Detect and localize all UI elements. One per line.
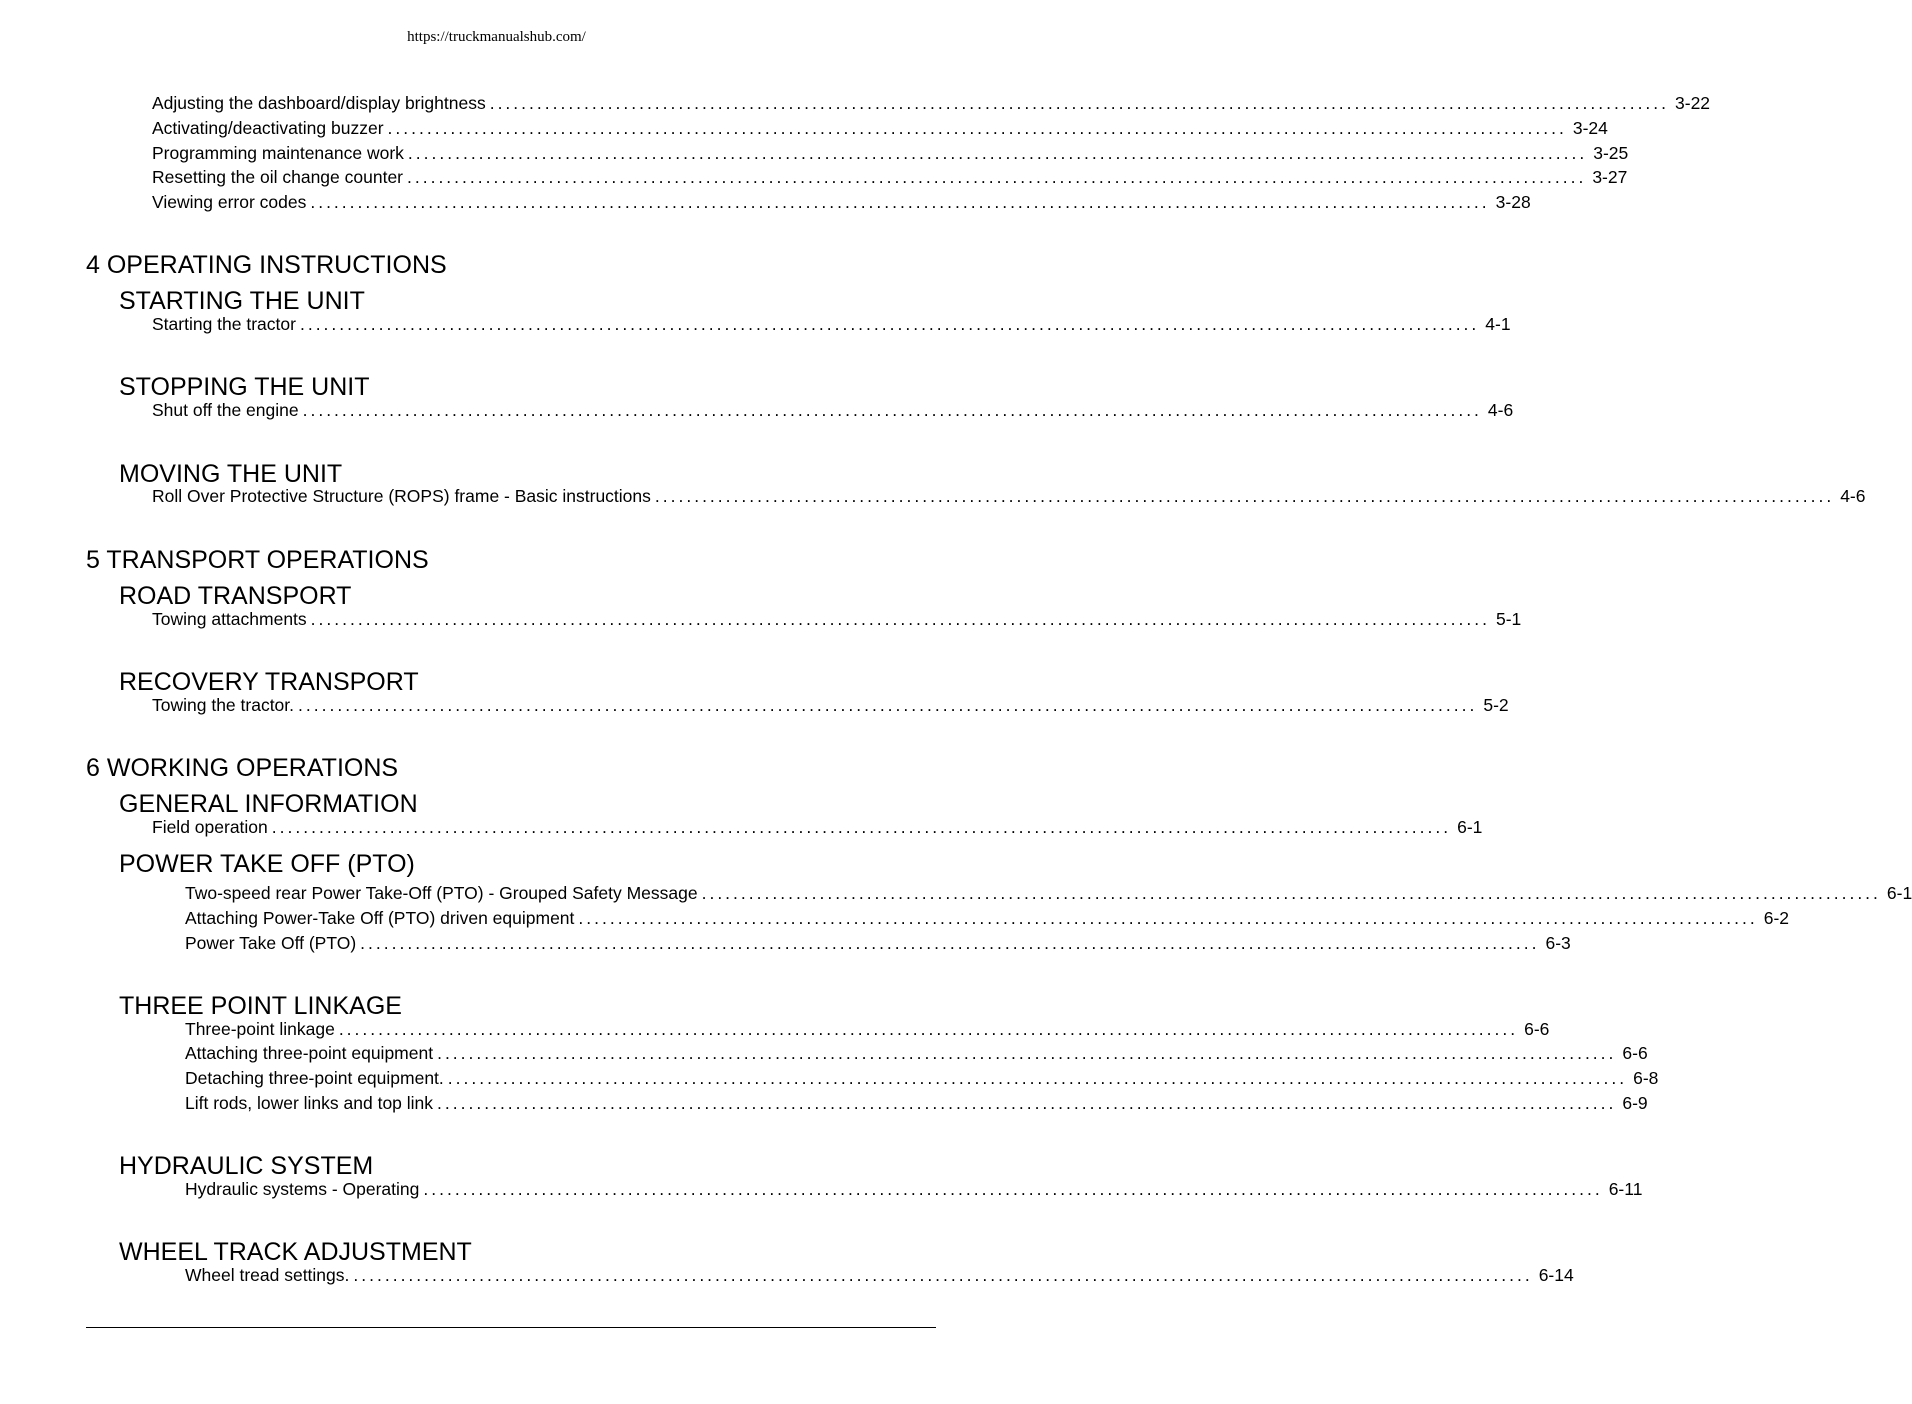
toc-leader-dots: ......................................................................................................................................................: [437, 1043, 1617, 1063]
toc-entry-page: 3-22: [1675, 93, 1711, 113]
toc-entry-title: Attaching three-point equipment: [185, 1043, 434, 1063]
toc-entry[interactable]: [185, 933, 1571, 955]
toc-entry-title: Roll Over Protective Structure (ROPS) frame - Basic instructions: [152, 486, 651, 506]
toc-entry[interactable]: [152, 143, 1629, 165]
toc-entry-title: Field operation: [152, 817, 268, 837]
section-title: GENERAL INFORMATION: [119, 790, 418, 818]
toc-entry[interactable]: [152, 400, 1514, 422]
section-title: RECOVERY TRANSPORT: [119, 668, 419, 696]
toc-leader-dots: ......................................................................................................................................................: [387, 118, 1567, 138]
toc-entry[interactable]: [185, 1265, 1574, 1287]
toc-entry[interactable]: [185, 908, 1790, 930]
toc-entry-title: Hydraulic systems - Operating: [185, 1179, 420, 1199]
section-title: THREE POINT LINKAGE: [119, 992, 402, 1020]
toc-entry-page: 6-2: [1763, 908, 1790, 928]
toc-entry-title: Wheel tread settings.: [185, 1265, 350, 1285]
section-title: STOPPING THE UNIT: [119, 373, 370, 401]
toc-entry-title: Towing the tractor.: [152, 695, 295, 715]
chapter-title: 5 TRANSPORT OPERATIONS: [86, 546, 429, 574]
toc-entry-page: 4-1: [1485, 314, 1511, 334]
section-title: HYDRAULIC SYSTEM: [119, 1152, 374, 1180]
toc-leader-dots: ......................................................................................................................................................: [578, 908, 1758, 928]
toc-entry-title: Activating/deactivating buzzer: [152, 118, 384, 138]
toc-entry-page: 6-3: [1545, 933, 1571, 953]
toc-entry-title: Attaching Power-Take Off (PTO) driven equipment: [185, 908, 575, 928]
toc-entry-page: 6-8: [1633, 1068, 1659, 1088]
toc-entry[interactable]: [152, 93, 1711, 115]
toc-leader-dots: ......................................................................................................................................................: [489, 93, 1670, 113]
toc-entry-page: 5-2: [1483, 695, 1509, 715]
toc-entry[interactable]: [185, 1179, 1643, 1201]
toc-entry-page: 3-25: [1593, 143, 1629, 163]
toc-entry-page: 6-1: [1886, 883, 1912, 903]
toc-entry-title: Adjusting the dashboard/display brightness: [152, 93, 486, 113]
toc-leader-dots: ......................................................................................................................................................: [407, 167, 1587, 187]
section-title: MOVING THE UNIT: [119, 460, 343, 488]
toc-entry-title: Detaching three-point equipment.: [185, 1068, 444, 1088]
toc-entry-title: Lift rods, lower links and top link: [185, 1093, 434, 1113]
toc-entry[interactable]: [185, 883, 1912, 905]
section-title: ROAD TRANSPORT: [119, 582, 352, 610]
toc-leader-dots: ......................................................................................................................................................: [701, 883, 1881, 903]
toc-entry[interactable]: [152, 486, 1866, 508]
chapter-title: 4 OPERATING INSTRUCTIONS: [86, 251, 447, 279]
toc-entry-title: Viewing error codes: [152, 192, 307, 212]
toc-leader-dots: ......................................................................................................................................................: [302, 400, 1482, 420]
section-title: STARTING THE UNIT: [119, 287, 365, 315]
toc-entry-title: Two-speed rear Power Take-Off (PTO) - Grouped Safety Message: [185, 883, 698, 903]
toc-entry-title: Towing attachments: [152, 609, 307, 629]
toc-leader-dots: ......................................................................................................................................................: [271, 817, 1452, 837]
toc-entry[interactable]: [152, 167, 1628, 189]
toc-entry[interactable]: [185, 1043, 1648, 1065]
toc-entry[interactable]: [152, 817, 1483, 839]
toc-entry-page: 3-28: [1495, 192, 1531, 212]
toc-entry[interactable]: [185, 1093, 1648, 1115]
toc-leader-dots: ......................................................................................................................................................: [353, 1265, 1533, 1285]
toc-leader-dots: ......................................................................................................................................................: [310, 192, 1490, 212]
toc-leader-dots: ......................................................................................................................................................: [407, 143, 1588, 163]
toc-entry[interactable]: [185, 1068, 1659, 1090]
toc-entry-title: Shut off the engine: [152, 400, 299, 420]
toc-leader-dots: ......................................................................................................................................................: [338, 1019, 1519, 1039]
toc-entry-title: Power Take Off (PTO): [185, 933, 357, 953]
toc-entry-title: Resetting the oil change counter: [152, 167, 403, 187]
footer-divider: [86, 1327, 936, 1328]
toc-entry[interactable]: [152, 609, 1522, 631]
toc-entry-page: 4-6: [1840, 486, 1866, 506]
toc-entry[interactable]: [152, 314, 1511, 336]
toc-leader-dots: ......................................................................................................................................................: [298, 695, 1478, 715]
chapter-title: 6 WORKING OPERATIONS: [86, 754, 399, 782]
toc-entry-page: 6-9: [1622, 1093, 1648, 1113]
toc-entry-page: 3-24: [1572, 118, 1608, 138]
toc-entry-page: 3-27: [1592, 167, 1628, 187]
toc-entry-page: 6-14: [1538, 1265, 1574, 1285]
toc-entry-page: 6-1: [1457, 817, 1483, 837]
toc-entry-title: Starting the tractor: [152, 314, 296, 334]
toc-entry[interactable]: [152, 118, 1608, 140]
toc-entry[interactable]: [185, 1019, 1550, 1041]
toc-leader-dots: ......................................................................................................................................................: [299, 314, 1480, 334]
toc-entry-page: 6-11: [1608, 1179, 1643, 1199]
toc-entry[interactable]: [152, 192, 1531, 214]
toc-entry-page: 6-6: [1622, 1043, 1648, 1063]
toc-leader-dots: ......................................................................................................................................................: [310, 609, 1490, 629]
section-title: WHEEL TRACK ADJUSTMENT: [119, 1238, 472, 1266]
toc-entry-page: 5-1: [1495, 609, 1522, 629]
toc-entry-title: Programming maintenance work: [152, 143, 404, 163]
toc-leader-dots: ......................................................................................................................................................: [423, 1179, 1603, 1199]
toc-leader-dots: ......................................................................................................................................................: [360, 933, 1540, 953]
toc-leader-dots: ......................................................................................................................................................: [654, 486, 1835, 506]
toc-entry-page: 4-6: [1487, 400, 1514, 420]
toc-entry-page: 6-6: [1524, 1019, 1550, 1039]
toc-entry[interactable]: [152, 695, 1509, 717]
toc-entry-title: Three-point linkage: [185, 1019, 335, 1039]
toc-leader-dots: ......................................................................................................................................................: [437, 1093, 1617, 1113]
toc-leader-dots: ......................................................................................................................................................: [447, 1068, 1628, 1088]
page-header-url: https://truckmanualshub.com/: [407, 29, 586, 45]
section-title: POWER TAKE OFF (PTO): [119, 850, 415, 878]
